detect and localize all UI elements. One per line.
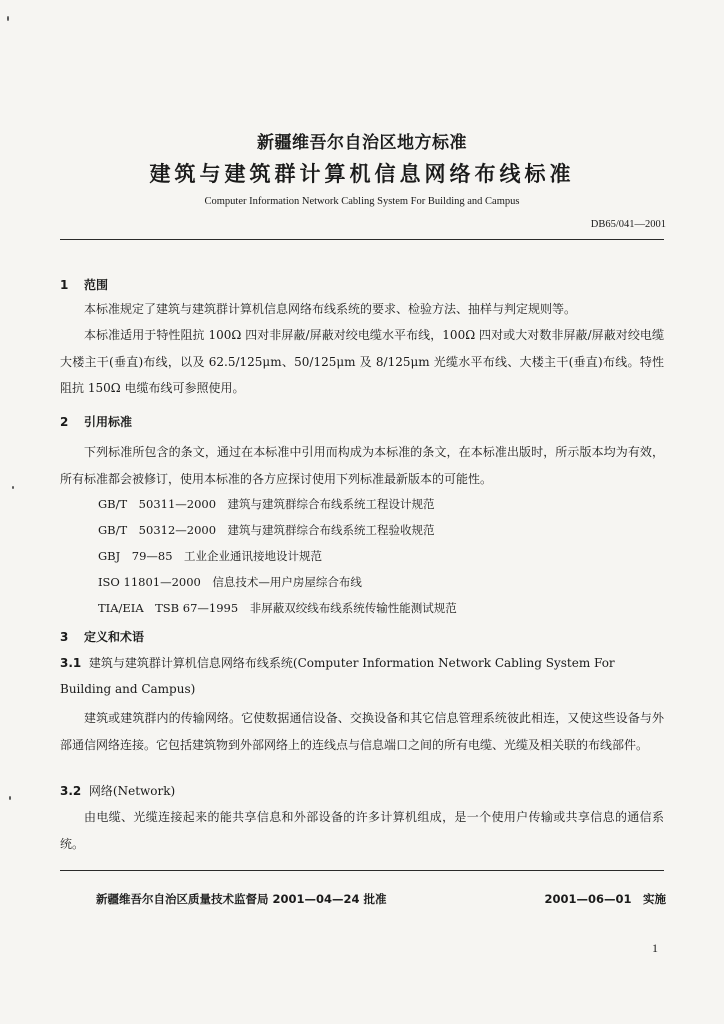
section-title: 范围 <box>84 278 109 292</box>
issuing-authority-title: 新疆维吾尔自治区地方标准 <box>257 133 467 153</box>
section-1-heading <box>60 276 108 293</box>
section-2-heading <box>60 413 132 430</box>
section-number: 2 <box>60 415 69 429</box>
section-1-paragraph: 本标准规定了建筑与建筑群计算机信息网络布线系统的要求、检验方法、抽样与判定规则等。 <box>84 302 577 316</box>
header-divider <box>60 239 664 240</box>
section-title: 定义和术语 <box>84 630 145 644</box>
standard-title: 建筑与建筑群计算机信息网络布线标准 <box>149 162 575 186</box>
subsection-3-2-text: 由电缆、光缆连接起来的能共享信息和外部设备的许多计算机组成，是一个使用户传输或共享信息的通信系统。 <box>60 810 664 851</box>
scan-speck <box>12 486 14 489</box>
subsection-title: 网络(Network) <box>88 784 176 798</box>
english-title: Computer Information Network Cabling System For Building and Campus <box>204 196 520 207</box>
section-number: 1 <box>60 278 69 292</box>
document-number: DB65/041—2001 <box>590 219 666 230</box>
approval-statement: 新疆维吾尔自治区质量技术监督局 2001—04—24 批准 <box>96 892 387 906</box>
section-3-heading <box>60 628 144 645</box>
subsection-number: 3.2 <box>60 784 82 798</box>
section-1-paragraph: 本标准适用于特性阻抗 100Ω 四对非屏蔽/屏蔽对绞电缆水平布线，100Ω 四对或大对数非屏蔽/屏蔽对绞电缆大楼主干(垂直)布线，以及 62.5/125μm、50/125μm 及 8/125μm 光缆水平布线、大楼主干(垂直)布线。特性阻抗 150Ω 电缆布线可参照使用。 <box>60 328 664 395</box>
subsection-3-1-text: 建筑或建筑群内的传输网络。它使数据通信设备、交换设备和其它信息管理系统彼此相连，又使这些设备与外部通信网络连接。它包括建筑物到外部网络上的连线点与信息端口之间的所有电缆、光缆及相关联的布线部件。 <box>60 711 664 752</box>
reference-standard: TIA/EIA TSB 67—1995 非屏蔽双绞线布线系统传输性能测试规范 <box>98 601 457 615</box>
reference-standard: ISO 11801—2000 信息技术—用户房屋综合布线 <box>98 575 362 589</box>
subsection-title: 建筑与建筑群计算机信息网络布线系统(Computer Information Network Cabling System For Building and Campus) <box>60 656 615 696</box>
scan-speck <box>7 16 9 21</box>
subsection-3-2-heading <box>60 778 664 804</box>
subsection-number: 3.1 <box>60 656 82 670</box>
footer-divider <box>60 870 664 871</box>
section-2-paragraph: 下列标准所包含的条文，通过在本标准中引用而构成为本标准的条文，在本标准出版时，所示版本均为有效，所有标准都会被修订，使用本标准的各方应探讨使用下列标准最新版本的可能性。 <box>60 445 664 486</box>
reference-standard: GB/T 50312—2000 建筑与建筑群综合布线系统工程验收规范 <box>98 523 435 537</box>
effective-date: 2001—06—01 实施 <box>544 892 666 906</box>
reference-standard: GBJ 79—85 工业企业通讯接地设计规范 <box>98 549 323 563</box>
scan-speck <box>9 796 11 800</box>
section-number: 3 <box>60 630 69 644</box>
section-title: 引用标准 <box>84 415 133 429</box>
reference-standard: GB/T 50311—2000 建筑与建筑群综合布线系统工程设计规范 <box>98 497 435 511</box>
page-number: 1 <box>652 941 658 955</box>
subsection-3-1-heading <box>60 650 664 702</box>
